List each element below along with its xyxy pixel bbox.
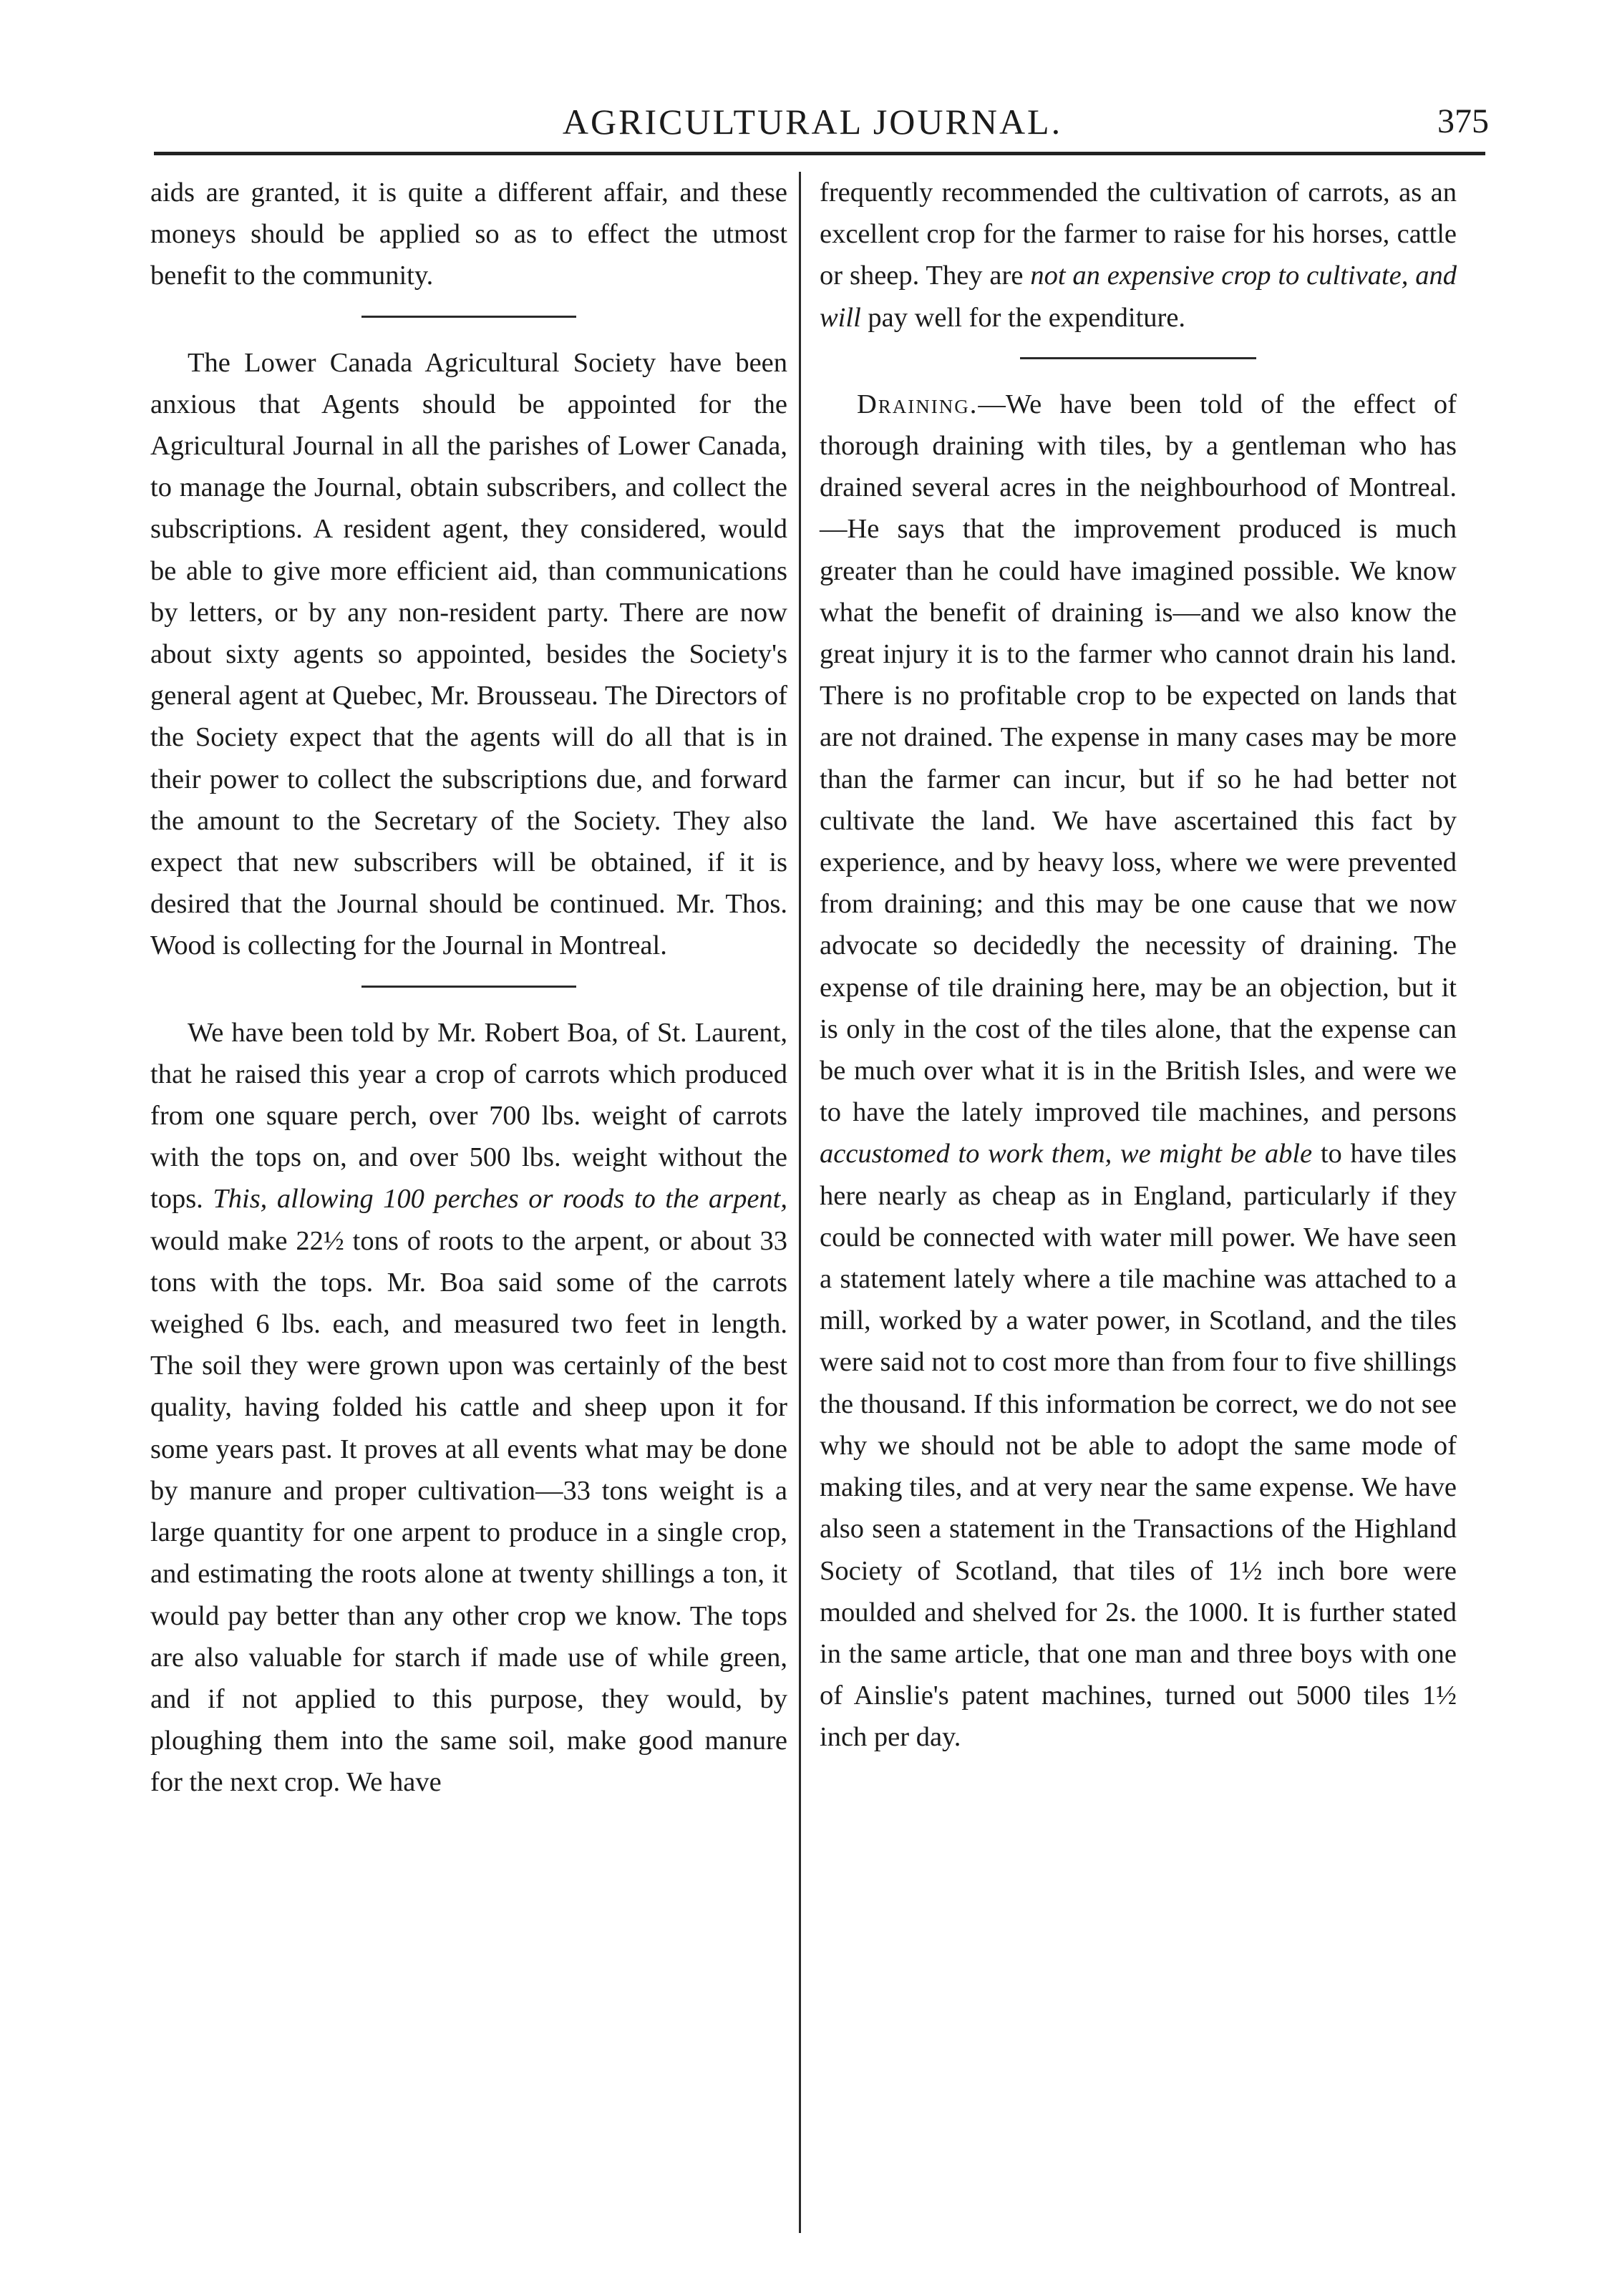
paragraph-draining [820, 384, 1457, 1759]
carrots-text-a: We have been told by Mr. Robert Boa, of St. Laurent, that he raised this year a crop of carrots which produced from one square perch, over 700 lbs. weight of carrots with the tops on, and over 500 lbs. weight without the tops. [150, 1017, 787, 1215]
right-column [820, 172, 1457, 1759]
draining-text-c: to have tiles here nearly as cheap as in England, particularly if they could be connected with water mill power. We have seen a statement lately where a tile machine was attached to a mill, worked by a water power, in Scotland, and the tiles were said not to cost more than from four to five shillings the thousand. If this information be correct, we do not see why we should not be able to adopt the same mode of making tiles, and at very near the same expense. We have also seen a statement in the Transactions of the Highland Society of Scotland, that tiles of 1½ inch bore were moulded and shelved for 2s. the 1000. It is further stated in the same article, that one man and three boys with one of Ainslie's patent machines, turned out 5000 tiles 1½ inch per day. [820, 1139, 1457, 1753]
carrots-text-italic: This, allowing 100 perches or roods to the arpent, [213, 1184, 787, 1215]
draining-run-in-heading: Draining. [857, 389, 979, 419]
section-divider [361, 986, 576, 988]
page-header [136, 100, 1489, 150]
carrots-text-c: would make 22½ tons of roots to the arpent, or about 33 tons with the tops. Mr. Boa said some of the carrots weighed 6 lbs. each, and measured two feet in length. The soil they were grown upon was certainly of the best quality, having folded his cattle and sheep upon it for some years past. It proves at all events what may be done by manure and proper cultivation—33 tons weight is a large quantity for one arpent to produce in a single crop, and estimating the roots alone at twenty shillings a ton, it would pay better than any other crop we know. The tops are also valuable for starch if made use of while green, and if not applied to this purpose, they would, by ploughing them into the same soil, make good manure for the next crop. We have [150, 1225, 787, 1798]
carrots-cont-text-a: frequently recommended the cultivation of carrots, as an excellent crop for the farmer to raise for his horses, cattle or sheep. They are [820, 177, 1457, 291]
paragraph-carrots [150, 1012, 787, 1804]
journal-title: AGRICULTURAL JOURNAL. [562, 102, 1063, 142]
left-column [150, 172, 787, 1804]
carrots-cont-text-c: pay well for the expenditure. [868, 302, 1186, 333]
column-divider [799, 172, 801, 2233]
paragraph-agents: The Lower Canada Agricultural Society have been anxious that Agents should be appointed for the Agricultural Journal in all the parishes of Lower Canada, to manage the Journal, obtain subscribers, and collect the subscriptions. A resident agent, they considered, would be able to give more efficient aid, than communications by letters, or by any non-resident party. There are now about sixty agents so appointed, besides the Society's general agent at Quebec, Mr. Brousseau. The Directors of the Society expect that the agents will do all that is in their power to collect the subscriptions due, and forward the amount to the Secretary of the Society. They also expect that new subscribers will be obtained, if it is desired that the Journal should be continued. Mr. Thos. Wood is collecting for the Journal in Montreal. [150, 347, 787, 961]
draining-text-italic: accustomed to work them, we might be able [820, 1139, 1313, 1169]
draining-text-a: —We have been told of the effect of thorough draining with tiles, by a gentleman who has drained several acres in the neighbourhood of Montreal.—He says that the improvement produced is much greater than he could have imagined possible. We know what the benefit of draining is—and we also know the great injury it is to the farmer who cannot drain his land. There is no profitable crop to be expected on lands that are not drained. The expense in many cases may be more than the farmer can incur, but if so he had better not cultivate the land. We have ascertained this fact by experience, and by heavy loss, where we were prevented from draining; and this may be one cause that we now advocate so decidedly the necessity of draining. The expense of tile draining here, may be an objection, but it is only in the cost of the tiles alone, that the expense can be much over what it is in the British Isles, and were we to have the lately improved tile machines, and persons [820, 389, 1457, 1128]
paragraph-aids: aids are granted, it is quite a different affair, and these moneys should be applied so as to effect the utmost benefit to the community. [150, 177, 787, 291]
header-rule [154, 152, 1485, 155]
section-divider [361, 316, 576, 318]
page-number: 375 [1437, 102, 1489, 140]
carrots-cont-italic: not an expensive crop to cultivate, and will [820, 261, 1457, 333]
paragraph-carrots-cont [820, 172, 1457, 339]
section-divider [1020, 357, 1256, 359]
